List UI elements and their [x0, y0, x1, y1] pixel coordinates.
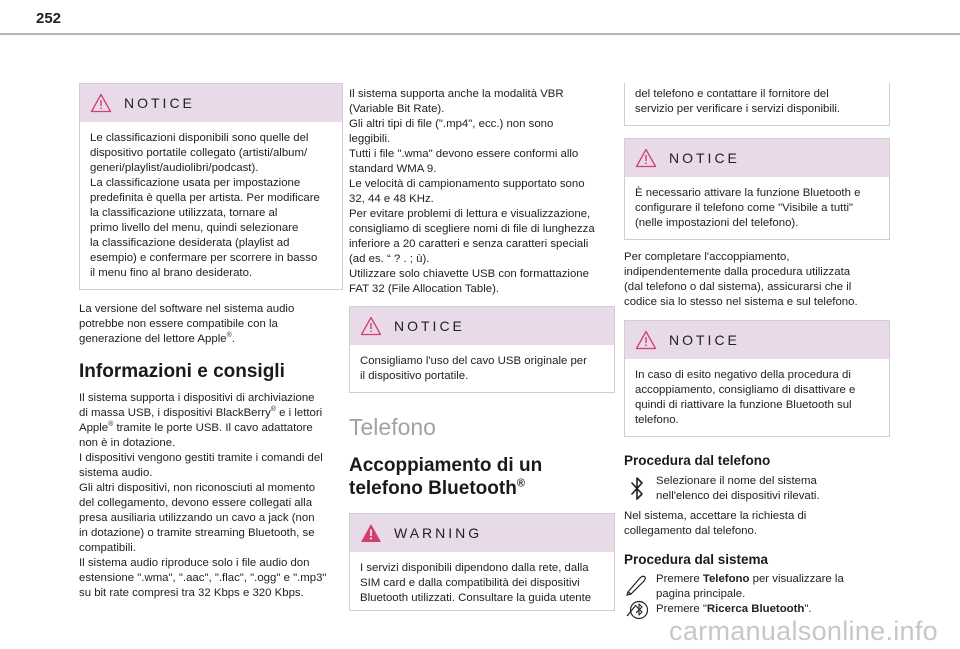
stylus-icons [624, 572, 652, 622]
software-compat-paragraph [79, 302, 343, 347]
paragraph-line: non è in dotazione. [79, 437, 176, 449]
phone-procedure-paragraph [624, 509, 890, 539]
notice-line: (nelle impostazioni del telefono). [635, 217, 799, 229]
info-paragraph [79, 391, 343, 601]
heading-text: telefono Bluetooth [349, 478, 517, 499]
notice-line: quindi di riattivare la funzione Bluetooth sul [635, 399, 852, 411]
paragraph-line: collegamento dal telefono. [624, 525, 757, 537]
registered-mark: ® [270, 406, 276, 414]
notice-body [625, 177, 889, 239]
notice-box-pairing-failure [624, 320, 890, 437]
phone-procedure-step [624, 474, 890, 509]
notice-line: La classificazione usata per impostazione [90, 177, 301, 189]
notice-header [625, 139, 889, 177]
notice-line: la classificazione utilizzata, tornare al [90, 207, 278, 219]
step-text-part: ". [804, 603, 812, 615]
paragraph-line [656, 572, 844, 587]
watermark-text: carmanualsonline.info [669, 616, 938, 646]
notice-title: NOTICE [669, 150, 740, 166]
paragraph-text: . [231, 333, 235, 345]
system-procedure-steps [624, 572, 890, 622]
warning-line: del telefono e contattare il fornitore del [635, 88, 829, 100]
column-1 [79, 83, 343, 601]
paragraph-line: 32, 44 e 48 KHz. [349, 193, 434, 205]
paragraph-line: estensione ".wma", ".aac", ".flac", ".ogg" e ".mp3" [79, 572, 327, 584]
paragraph-line: Per completare l'accoppiamento, [624, 251, 790, 263]
warning-title: WARNING [394, 525, 483, 541]
warning-line: Bluetooth utilizzati. Consultare la guida utente [360, 592, 592, 604]
page-number: 252 [36, 10, 62, 27]
bluetooth-icon [624, 474, 652, 509]
notice-line: In caso di esito negativo della procedura di [635, 369, 851, 381]
paragraph-line: del collegamento, devono essere collegati alla [79, 497, 313, 509]
registered-mark: ® [516, 477, 525, 490]
paragraph-line: compatibili. [79, 542, 136, 554]
paragraph-line: Per evitare problemi di lettura e visualizzazione, [349, 208, 591, 220]
paragraph-line: pagina principale. [656, 588, 746, 600]
paragraph-line: (ad es. “ ? . ; ù). [349, 253, 430, 265]
paragraph-line: standard WMA 9. [349, 163, 437, 175]
notice-line: la classificazione desiderata (playlist ad [90, 237, 290, 249]
step-text [656, 572, 844, 617]
stylus-icon [624, 572, 650, 596]
pairing-code-paragraph [624, 250, 890, 310]
paragraph-text: di massa USB, i dispositivi BlackBerry [79, 407, 271, 419]
column-3 [624, 83, 890, 622]
subheading-phone-procedure: Procedura dal telefono [624, 453, 771, 468]
paragraph-line [656, 602, 844, 617]
paragraph-line: inferiore a 20 caratteri e senza caratteri speciali [349, 238, 589, 250]
header-rule [0, 33, 960, 35]
notice-header [625, 321, 889, 359]
paragraph-line [79, 332, 343, 347]
notice-box-usb-cable [349, 306, 615, 393]
paragraph-line: Il sistema audio riproduce solo i file audio don [79, 557, 310, 569]
registered-mark: ® [226, 332, 232, 340]
notice-line: dispositivo portatile collegato (artisti/album/ [90, 147, 308, 159]
step-text-part: per visualizzare la [749, 573, 844, 585]
warning-line: servizio per verificare i servizi disponibili. [635, 103, 841, 115]
paragraph-line: potrebbe non essere compatibile con la [79, 318, 278, 330]
paragraph-text: generazione del lettore Apple [79, 333, 227, 345]
step-text [656, 474, 820, 504]
notice-box-bluetooth-visibility [624, 138, 890, 240]
paragraph-line: Nel sistema, accettare la richiesta di [624, 510, 807, 522]
paragraph-line: I dispositivi vengono gestiti tramite i comandi del [79, 452, 323, 464]
paragraph-line: Tutti i file ".wma" devono essere conformi allo [349, 148, 579, 160]
column-2 [349, 83, 615, 611]
warning-triangle-icon [90, 93, 112, 113]
notice-title: NOTICE [394, 318, 465, 334]
paragraph-line: (Variable Bit Rate). [349, 103, 445, 115]
paragraph-text: e i lettori [275, 407, 323, 419]
warning-header [350, 514, 614, 552]
notice-line: configurare il telefono come "Visibile a tutti" [635, 202, 854, 214]
registered-mark: ® [108, 421, 114, 429]
paragraph-text: Apple [79, 422, 109, 434]
paragraph-line: presa ausiliaria utilizzando un cavo a jack (non [79, 512, 315, 524]
warning-triangle-icon [635, 148, 657, 168]
warning-triangle-icon [360, 523, 382, 543]
paragraph-text: tramite le porte USB. Il cavo adattatore [113, 422, 313, 434]
warning-body [350, 552, 614, 610]
notice-line: primo livello del menu, quindi selezionare [90, 222, 299, 234]
vbr-paragraph [349, 87, 615, 297]
notice-line: Consigliamo l'uso del cavo USB originale per [360, 355, 587, 367]
notice-body [625, 359, 889, 436]
paragraph-line: su bit rate compresi tra 32 Kbps e 320 Kbps. [79, 587, 304, 599]
notice-box-classifications [79, 83, 343, 290]
section-heading: Informazioni e consigli [79, 361, 285, 382]
notice-body [80, 122, 342, 289]
notice-line: predefinita è quella per artista. Per modificare [90, 192, 320, 204]
paragraph-line: FAT 32 (File Allocation Table). [349, 283, 500, 295]
heading-line: Accoppiamento di un [349, 455, 543, 476]
paragraph-line [79, 406, 343, 421]
paragraph-line: nell'elenco dei dispositivi rilevati. [656, 490, 820, 502]
paragraph-line: consigliamo di scegliere nomi di file di lunghezza [349, 223, 595, 235]
paragraph-line: Selezionare il nome del sistema [656, 475, 817, 487]
paragraph-line: sistema audio. [79, 467, 153, 479]
notice-line: Le classificazioni disponibili sono quelle del [90, 132, 309, 144]
paragraph-line: Il sistema supporta i dispositivi di archiviazione [79, 392, 315, 404]
warning-box-continued [624, 83, 890, 126]
paragraph-line: indipendentemente dalla procedura utilizzata [624, 266, 851, 278]
warning-line: SIM card e dalla compatibilità dei dispositivi [360, 577, 580, 589]
notice-title: NOTICE [124, 95, 195, 111]
notice-line: esempio) e confermare per scorrere in basso [90, 252, 318, 264]
heading-line [349, 477, 615, 500]
paragraph-line: Gli altri tipi di file (".mp4", ecc.) non sono [349, 118, 554, 130]
paragraph-line: Il sistema supporta anche la modalità VBR [349, 88, 564, 100]
notice-line: generi/playlist/audiolibri/podcast). [90, 162, 259, 174]
bluetooth-search-icon [624, 596, 650, 622]
paragraph-line: codice sia lo stesso nel sistema e sul telefono. [624, 296, 858, 308]
notice-line: il dispositivo portatile. [360, 370, 469, 382]
notice-line: È necessario attivare la funzione Bluetooth e [635, 187, 861, 199]
subheading-system-procedure: Procedura dal sistema [624, 552, 769, 567]
notice-body [350, 345, 614, 392]
paragraph-line: Le velocità di campionamento supportato sono [349, 178, 585, 190]
warning-triangle-icon [635, 330, 657, 350]
paragraph-line: Utilizzare solo chiavette USB con formattazione [349, 268, 589, 280]
paragraph-line: La versione del software nel sistema audio [79, 303, 295, 315]
paragraph-line: in dotazione) o tramite streaming Bluetooth, se [79, 527, 315, 539]
paragraph-line [79, 421, 343, 436]
step-text-part: Premere [656, 573, 703, 585]
notice-line: accoppiamento, consigliamo di disattivare e [635, 384, 856, 396]
notice-header [80, 84, 342, 122]
notice-line: telefono. [635, 414, 679, 426]
notice-title: NOTICE [669, 332, 740, 348]
step-text-bold: Ricerca Bluetooth [706, 603, 805, 615]
warning-line: I servizi disponibili dipendono dalla rete, dalla [360, 562, 589, 574]
warning-triangle-icon [360, 316, 382, 336]
step-text-bold: Telefono [702, 573, 750, 585]
paragraph-line: (dal telefono o dal sistema), assicurarsi che il [624, 281, 852, 293]
section-heading [349, 454, 615, 500]
chapter-heading: Telefono [349, 414, 436, 440]
paragraph-line: Gli altri dispositivi, non riconosciuti al momento [79, 482, 316, 494]
warning-body [625, 83, 889, 125]
paragraph-line: leggibili. [349, 133, 391, 145]
warning-box-services [349, 513, 615, 611]
step-text-part: Premere " [656, 603, 707, 615]
notice-header [350, 307, 614, 345]
notice-line: il menu fino al brano desiderato. [90, 267, 253, 279]
